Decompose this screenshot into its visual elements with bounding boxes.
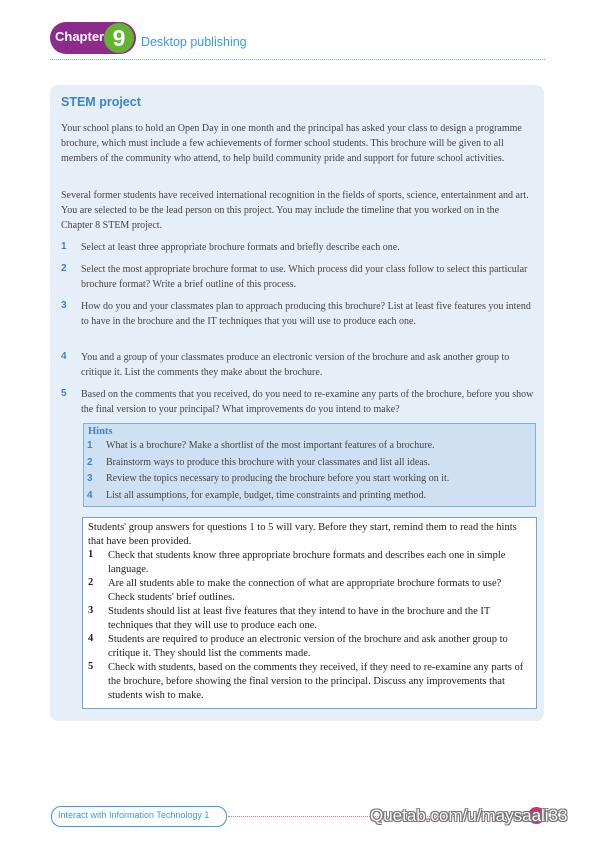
question-number: 5 [61,388,67,399]
answer-number: 4 [88,633,94,644]
chapter-number: 9 [104,23,134,53]
hint-number: 3 [87,473,93,484]
hint-text: List all assumptions, for example, budget, time constraints and printing method. [106,490,426,501]
question-text: Based on the comments that you received, do you need to re-examine any parts of the brochure, before you show the final version to your principal? What improvements do you intend to make? [81,389,534,416]
answer-number: 5 [88,661,94,672]
chapter-title: Desktop publishing [141,35,247,49]
chapter-label: Chapter [55,29,105,44]
question-number: 1 [61,241,67,252]
answer-number: 1 [88,549,94,560]
hints-title: Hints [88,426,113,437]
hint-text: Brainstorm ways to produce this brochure with your classmates and list all ideas. [106,457,431,468]
answers-intro: Students' group answers for questions 1 to 5 will vary. Before they start, remind them to read the hints that have been provided. [88,522,517,547]
panel-title: STEM project [61,95,141,109]
question-text: How do you and your classmates plan to approach producing this brochure? List at least five features you intend to have in the brochure and the IT techniques that you will use to produce each one. [81,301,531,328]
answer-text: Students are required to produce an electronic version of the brochure and ask another group to critique it. They should list the comments made. [108,634,508,659]
answer-number: 2 [88,577,94,588]
answer-number: 3 [88,605,94,616]
hint-number: 1 [87,440,93,451]
question-text: Select the most appropriate brochure format to use. Which process did your class follow to select this particular brochure format? Write a brief outline of this process. [81,264,528,291]
footer-book-title: Interact with Information Technology 1 [58,810,210,820]
answer-text: Check that students know three appropriate brochure formats and describes each one in simple language. [108,550,506,575]
answer-text: Check with students, based on the comments they received, if they need to re-examine any parts of the brochure, before showing the final version to the principal. Discuss any improvements that students wish to make. [108,662,524,701]
watermark: Quetab.com/u/maysaali33 [370,806,568,825]
intro-paragraph-2: Several former students have received international recognition in the fields of sports, science, entertainment and art. You are selected to be the lead person on this project. You may include the timeline that you worked on in the Chapter 8 STEM project. [61,190,529,232]
question-text: Select at least three appropriate brochure formats and briefly describe each one. [81,242,400,253]
question-text: You and a group of your classmates produce an electronic version of the brochure and ask another group to critique it. List the comments they make about the brochure. [81,352,510,379]
hint-number: 4 [87,490,93,501]
question-number: 3 [61,300,67,311]
hint-text: Review the topics necessary to producing the brochure before you start working on it. [106,473,450,484]
header-divider [50,59,545,60]
answer-text: Are all students able to make the connection of what are appropriate brochure formats to use? Check students' brief outlines. [108,578,502,603]
answer-text: Students should list at least five features that they intend to have in the brochure and the IT techniques that they will use to produce each one. [108,606,491,631]
question-number: 2 [61,263,67,274]
question-number: 4 [61,351,67,362]
hint-number: 2 [87,457,93,468]
hint-text: What is a brochure? Make a shortlist of the most important features of a brochure. [106,440,435,451]
intro-paragraph-1: Your school plans to hold an Open Day in one month and the principal has asked your class to design a programme brochure, which must include a few achievements of former school students. This brochure will be given to all members of the community who attend, to help build community pride and support for future school activities. [61,123,522,165]
